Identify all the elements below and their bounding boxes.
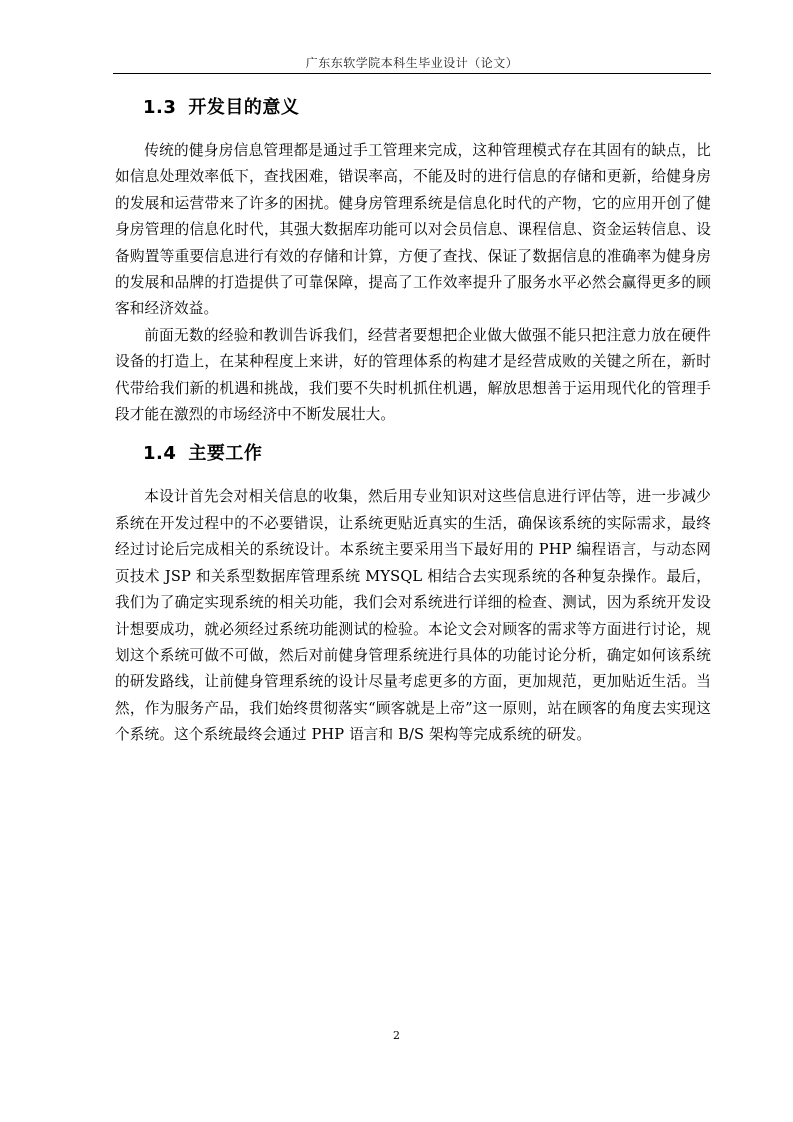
- section-heading: [115, 94, 711, 122]
- section-number: 1.4: [143, 443, 177, 465]
- paragraph: 传统的健身房信息管理都是通过手工管理来完成，这种管理模式存在其固有的缺点，比如信息处理效率低下，查找困难，错误率高，不能及时的进行信息的存储和更新，给健身房的发展和运营带来了许多的困扰。健身房管理系统是信息化时代的产物，它的应用开创了健身房管理的信息化时代，其强大数据库功能可以对会员信息、课程信息、资金运转信息、设备购置等重要信息进行有效的存储和计算，方便了查找、保证了数据信息的准确率为健身房的发展和品牌的打造提供了可靠保障，提高了工作效率提升了服务水平必然会赢得更多的顾客和经济效益。: [115, 142, 711, 318]
- section-1-3: [115, 94, 711, 428]
- paragraph: 前面无数的经验和教训告诉我们，经营者要想把企业做大做强不能只把注意力放在硬件设备的打造上，在某种程度上来讲，好的管理体系的构建才是经营成败的关键之所在，新时代带给我们新的机遇和挑战，我们要不失时机抓住机遇，解放思想善于运用现代化的管理手段才能在激烈的市场经济中不断发展壮大。: [115, 326, 711, 424]
- paragraph: 本设计首先会对相关信息的收集，然后用专业知识对这些信息进行评估等，进一步减少系统在开发过程中的不必要错误，让系统更贴近真实的生活，确保该系统的实际需求，最终经过讨论后完成相关的系统设计。本系统主要采用当下最好用的 PHP 编程语言，与动态网页技术 JSP 和关系型数据库管理系统 MYSQL 相结合去实现系统的各种复杂操作。最后，我们为了确定实现系统的相关功能，我们会对系统进行详细的检查、测试，因为系统开发设计想要成功，就必须经过系统功能测试的检验。本论文会对顾客的需求等方面进行讨论，规划这个系统可做不可做，然后对前健身管理系统进行具体的功能讨论分析，确定如何该系统的研发路线，让前健身管理系统的设计尽量考虑更多的方面，更加规范，更加贴近生活。当然，作为服务产品，我们始终贯彻落实“顾客就是上帝”这一原则，站在顾客的角度去实现这个系统。这个系统最终会通过 PHP 语言和 B/S 架构等完成系统的研发。: [115, 488, 711, 744]
- section-number: 1.3: [143, 97, 177, 118]
- running-header: 广东东软学院本科生毕业设计（论文）: [305, 56, 519, 70]
- page-body: [115, 92, 711, 749]
- section-heading: [115, 440, 711, 468]
- header-rule: [113, 73, 711, 74]
- section-title: 主要工作: [188, 443, 263, 465]
- section-title: 开发目的意义: [188, 97, 300, 118]
- section-1-4: [115, 440, 711, 748]
- page-number: 2: [393, 1029, 400, 1042]
